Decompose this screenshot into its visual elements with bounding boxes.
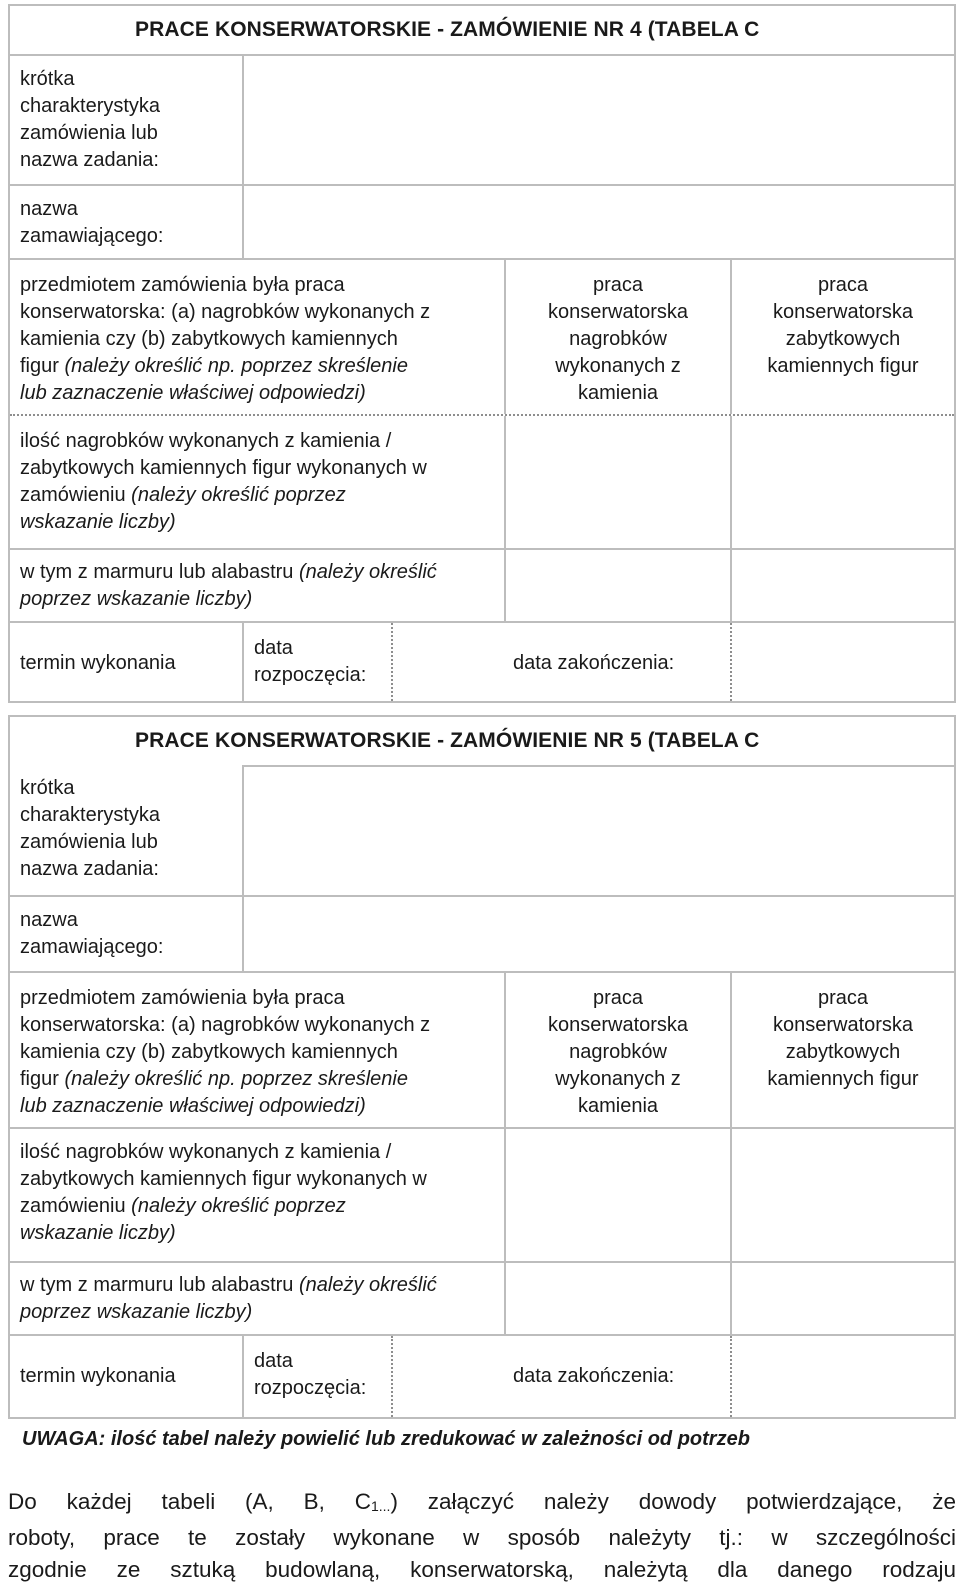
form-title-row <box>10 717 954 765</box>
task-description-field[interactable] <box>242 765 954 895</box>
option-tombstones[interactable]: praca konserwatorska nagrobków wykonanych z kamienia <box>504 260 730 414</box>
task-description-field[interactable] <box>242 56 954 184</box>
quantity-figures-field[interactable] <box>730 1129 954 1261</box>
end-date-label-cell <box>503 1336 730 1417</box>
orderer-field[interactable] <box>242 897 954 971</box>
task-description-label: krótka charakterystyka zamówienia lub nazwa zadania: <box>20 68 161 171</box>
task-description-row <box>10 54 954 184</box>
subject-label-cell <box>10 260 504 414</box>
deadline-label: termin wykonania <box>20 1365 176 1387</box>
marble-tombstones-field[interactable] <box>504 550 730 621</box>
deadline-label-cell <box>10 1336 242 1417</box>
end-date-field[interactable] <box>730 623 954 701</box>
marble-tombstones-field[interactable] <box>504 1263 730 1334</box>
subject-label: przedmiotem zamówienia była praca konserwatorska: (a) nagrobków wykonanych z kamienia czy (b) zabytkowych kamiennych figur (należy określić np. poprzez skreślenie lub zaznaczenie właściwej odpowiedzi) <box>20 274 431 404</box>
task-description-row <box>10 765 954 895</box>
attachment-paragraph <box>8 1486 956 1586</box>
end-date-label: data zakończenia: <box>513 652 675 674</box>
orderer-label: nazwa zamawiającego: <box>20 909 164 958</box>
orderer-row <box>10 895 954 971</box>
form-title: PRACE KONSERWATORSKIE - ZAMÓWIENIE NR 4 (TABELA C <box>135 18 760 41</box>
task-description-label: krótka charakterystyka zamówienia lub nazwa zadania: <box>20 777 161 880</box>
option-tombstones[interactable]: praca konserwatorska nagrobków wykonanych z kamienia <box>504 973 730 1127</box>
form-title: PRACE KONSERWATORSKIE - ZAMÓWIENIE NR 5 (TABELA C <box>135 729 760 752</box>
deadline-label-cell <box>10 623 242 701</box>
marble-figures-field[interactable] <box>730 550 954 621</box>
quantity-tombstones-field[interactable] <box>504 416 730 548</box>
deadline-row <box>10 1334 954 1417</box>
paragraph-line-2: roboty, prace te zostały wykonane w sposób należyty tj.: w szczególności <box>8 1525 956 1550</box>
orderer-label: nazwa zamawiającego: <box>20 198 164 247</box>
orderer-label-cell <box>10 897 242 971</box>
order-form-4 <box>8 4 956 703</box>
end-date-label-cell <box>503 623 730 701</box>
form-title-row <box>10 6 954 54</box>
quantity-label: ilość nagrobków wykonanych z kamienia / zabytkowych kamiennych figur wykonanych w zamówieniu (należy określić poprzez wskazanie liczby) <box>20 430 427 533</box>
marble-row <box>10 548 954 621</box>
quantity-figures-field[interactable] <box>730 416 954 548</box>
marble-figures-field[interactable] <box>730 1263 954 1334</box>
end-date-field[interactable] <box>730 1336 954 1417</box>
quantity-tombstones-field[interactable] <box>504 1129 730 1261</box>
subject-label: przedmiotem zamówienia była praca konserwatorska: (a) nagrobków wykonanych z kamienia czy (b) zabytkowych kamiennych figur (należy określić np. poprzez skreślenie lub zaznaczenie właściwej odpowiedzi) <box>20 987 431 1117</box>
quantity-row <box>10 414 954 548</box>
quantity-label: ilość nagrobków wykonanych z kamienia / zabytkowych kamiennych figur wykonanych w zamówieniu (należy określić poprzez wskazanie liczby) <box>20 1141 427 1244</box>
start-date-label-cell <box>242 623 391 701</box>
warning-note: UWAGA: ilość tabel należy powielić lub zredukować w zależności od potrzeb <box>22 1428 750 1450</box>
paragraph-line-1: Do każdej tabeli (A, B, $C_{1...}$) załączyć należy dowody potwierdzające, że <box>8 1489 957 1514</box>
deadline-label: termin wykonania <box>20 652 176 674</box>
subject-label-cell <box>10 973 504 1127</box>
start-date-field[interactable] <box>391 1336 503 1417</box>
subject-row <box>10 258 954 414</box>
marble-label: w tym z marmuru lub alabastru (należy określić poprzez wskazanie liczby) <box>20 561 437 610</box>
start-date-field[interactable] <box>391 623 503 701</box>
start-date-label: data rozpoczęcia: <box>254 1350 367 1399</box>
option-historic-figures[interactable]: praca konserwatorska zabytkowych kamiennych figur <box>730 973 954 1127</box>
end-date-label: data zakończenia: <box>513 1365 675 1387</box>
marble-label: w tym z marmuru lub alabastru (należy określić poprzez wskazanie liczby) <box>20 1274 437 1323</box>
option-historic-figures[interactable]: praca konserwatorska zabytkowych kamiennych figur <box>730 260 954 414</box>
marble-label-cell <box>10 550 504 621</box>
deadline-row <box>10 621 954 701</box>
quantity-row <box>10 1127 954 1261</box>
orderer-field[interactable] <box>242 186 954 258</box>
subject-row <box>10 971 954 1127</box>
orderer-row <box>10 184 954 258</box>
marble-label-cell <box>10 1263 504 1334</box>
paragraph-line-3: zgodnie ze sztuką budowlaną, konserwatorską, należytą dla danego rodzaju <box>8 1557 956 1582</box>
start-date-label: data rozpoczęcia: <box>254 637 367 686</box>
task-description-label-cell <box>10 56 242 184</box>
orderer-label-cell <box>10 186 242 258</box>
quantity-label-cell <box>10 1129 504 1261</box>
task-description-label-cell <box>10 765 242 895</box>
start-date-label-cell <box>242 1336 391 1417</box>
order-form-5 <box>8 715 956 1419</box>
quantity-label-cell <box>10 416 504 548</box>
marble-row <box>10 1261 954 1334</box>
